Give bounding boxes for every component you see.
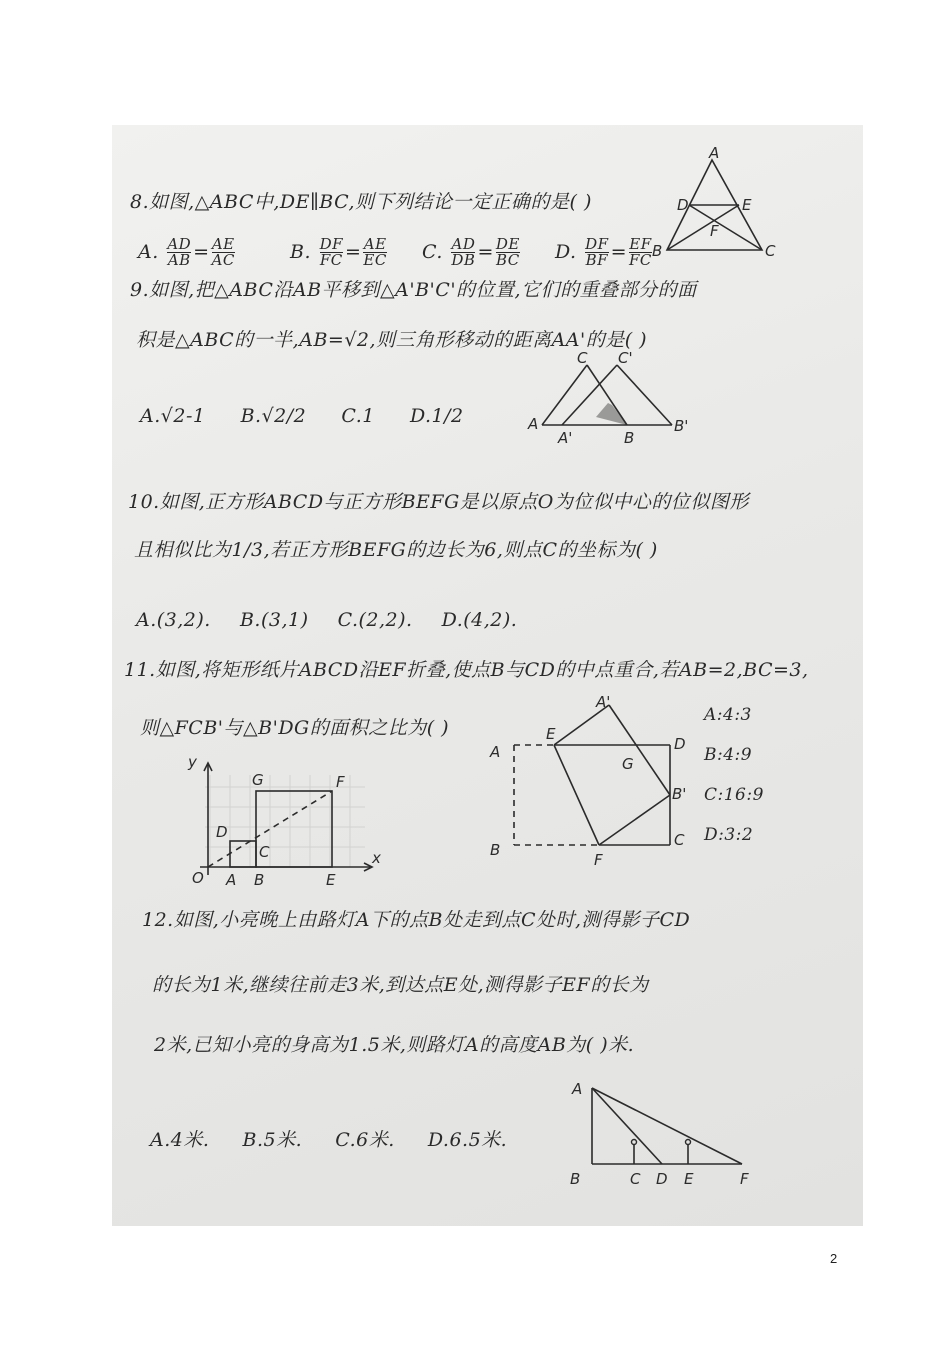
q12-options [150,1125,507,1152]
q12-option-a: A.4米. [150,1129,210,1151]
q10-option-d: D.(4,2). [441,609,518,631]
q12-label-e: E [684,1170,694,1188]
q12-line1: 12.如图,小亮晚上由路灯A下的点B处走到点C处时,测得影子CD [142,909,691,931]
q8-option-d: D. $\frac{DF}{BF}$ = $\frac{EF}{FC}$ [554,235,652,269]
q11-option-c: C:16:9 [704,785,764,805]
q10-line2: 且相似比为1/3,若正方形BEFG的边长为6,则点C的坐标为( ) [134,539,658,561]
q9-line1: 9.如图,把△ABC沿AB平移到△A'B'C'的位置,它们的重叠部分的面 [130,279,697,301]
q8-option-c: C. $\frac{AD}{DB}$ = $\frac{DE}{BC}$ [421,235,520,269]
q10-label-f: F [336,773,345,791]
q11-label-b: B [490,841,501,859]
q10-option-a: A.(3,2). [136,609,211,631]
q11-line2: 则△FCB'与△B'DG的面积之比为( ) [140,717,450,739]
q10-label-x: x [372,849,381,867]
q9-options [140,405,464,427]
q11-label-a: A [490,743,501,761]
q12-label-a: A [572,1080,583,1098]
q11-label-d: D [674,735,686,753]
q8-label-e: E [742,196,752,214]
q10-coordinate-figure [180,755,390,890]
q11-label-b-prime: B' [672,785,687,803]
q12-label-d: D [656,1170,668,1188]
q12-label-b: B [570,1170,581,1188]
q8-label-f: F [710,222,719,240]
q9-translated-triangles-figure [522,349,689,447]
q11-label-e: E [546,725,556,743]
q10-label-a: A [226,871,237,889]
q9-option-b: B.√2/2 [240,405,307,427]
page-number: 2 [830,1251,838,1266]
q8-stem: 8.如图,△ABC中,DE∥BC,则下列结论一定正确的是( ) [130,191,592,213]
q11-label-a-prime: A' [596,693,611,711]
q10-label-o: O [192,869,204,887]
q10-label-e: E [326,871,336,889]
q9-label-a-prime: A' [558,429,573,447]
q8-option-a: A. $\frac{AD}{AB}$ = $\frac{AE}{AC}$ [138,235,235,269]
q12-label-c: C [630,1170,641,1188]
q9-option-a: A.√2-1 [140,405,206,427]
q10-label-c: C [259,843,270,861]
q10-label-b: B [254,871,265,889]
q12-label-f: F [740,1170,749,1188]
q9-label-a: A [528,415,539,433]
q9-option-d: D.1/2 [409,405,464,427]
q12-option-c: C.6米. [335,1129,395,1151]
q10-options [136,609,517,631]
q10-label-d: D [216,823,228,841]
q10-option-b: B.(3,1) [239,609,309,631]
q11-option-d: D:3:2 [704,825,754,845]
q11-label-c: C [674,831,685,849]
q10-label-y: y [188,753,197,771]
q8-label-d: D [677,196,689,214]
q8-label-a: A [709,144,720,162]
q8-label-b: B [652,242,663,260]
q11-line1: 11.如图,将矩形纸片ABCD沿EF折叠,使点B与CD的中点重合,若AB=2,BC=3, [124,659,809,681]
q12-line3: 2米,已知小亮的身高为1.5米,则路灯A的高度AB为( )米. [154,1034,635,1056]
q9-label-c-prime: C' [618,349,633,367]
photo-sheet [112,125,863,1226]
q12-option-d: D.6.5米. [427,1129,508,1151]
q9-line2: 积是△ABC的一半,AB=√2,则三角形移动的距离AA'的是( ) [136,329,648,351]
q9-label-c: C [577,349,588,367]
q11-option-b: B:4:9 [704,745,753,765]
q11-folded-rectangle-figure [484,695,704,870]
q12-option-b: B.5米. [242,1129,303,1151]
q9-label-b-prime: B' [674,417,689,435]
q11-label-g: G [622,755,634,773]
q12-line2: 的长为1米,继续往前走3米,到达点E处,测得影子EF的长为 [152,974,649,996]
q8-triangle-figure [647,144,777,260]
q11-label-f: F [594,851,603,869]
q10-line1: 10.如图,正方形ABCD与正方形BEFG是以原点O为位似中心的位似图形 [128,491,749,513]
q8-option-b: B. $\frac{DF}{FC}$ = $\frac{AE}{EC}$ [290,235,387,269]
q12-streetlight-figure [562,1080,762,1190]
q8-options [138,237,654,268]
q9-option-c: C.1 [341,405,375,427]
q11-option-a: A:4:3 [704,705,752,725]
q8-label-c: C [765,242,776,260]
q10-option-c: C.(2,2). [337,609,413,631]
q10-label-g: G [252,771,264,789]
q9-label-b: B [624,429,635,447]
